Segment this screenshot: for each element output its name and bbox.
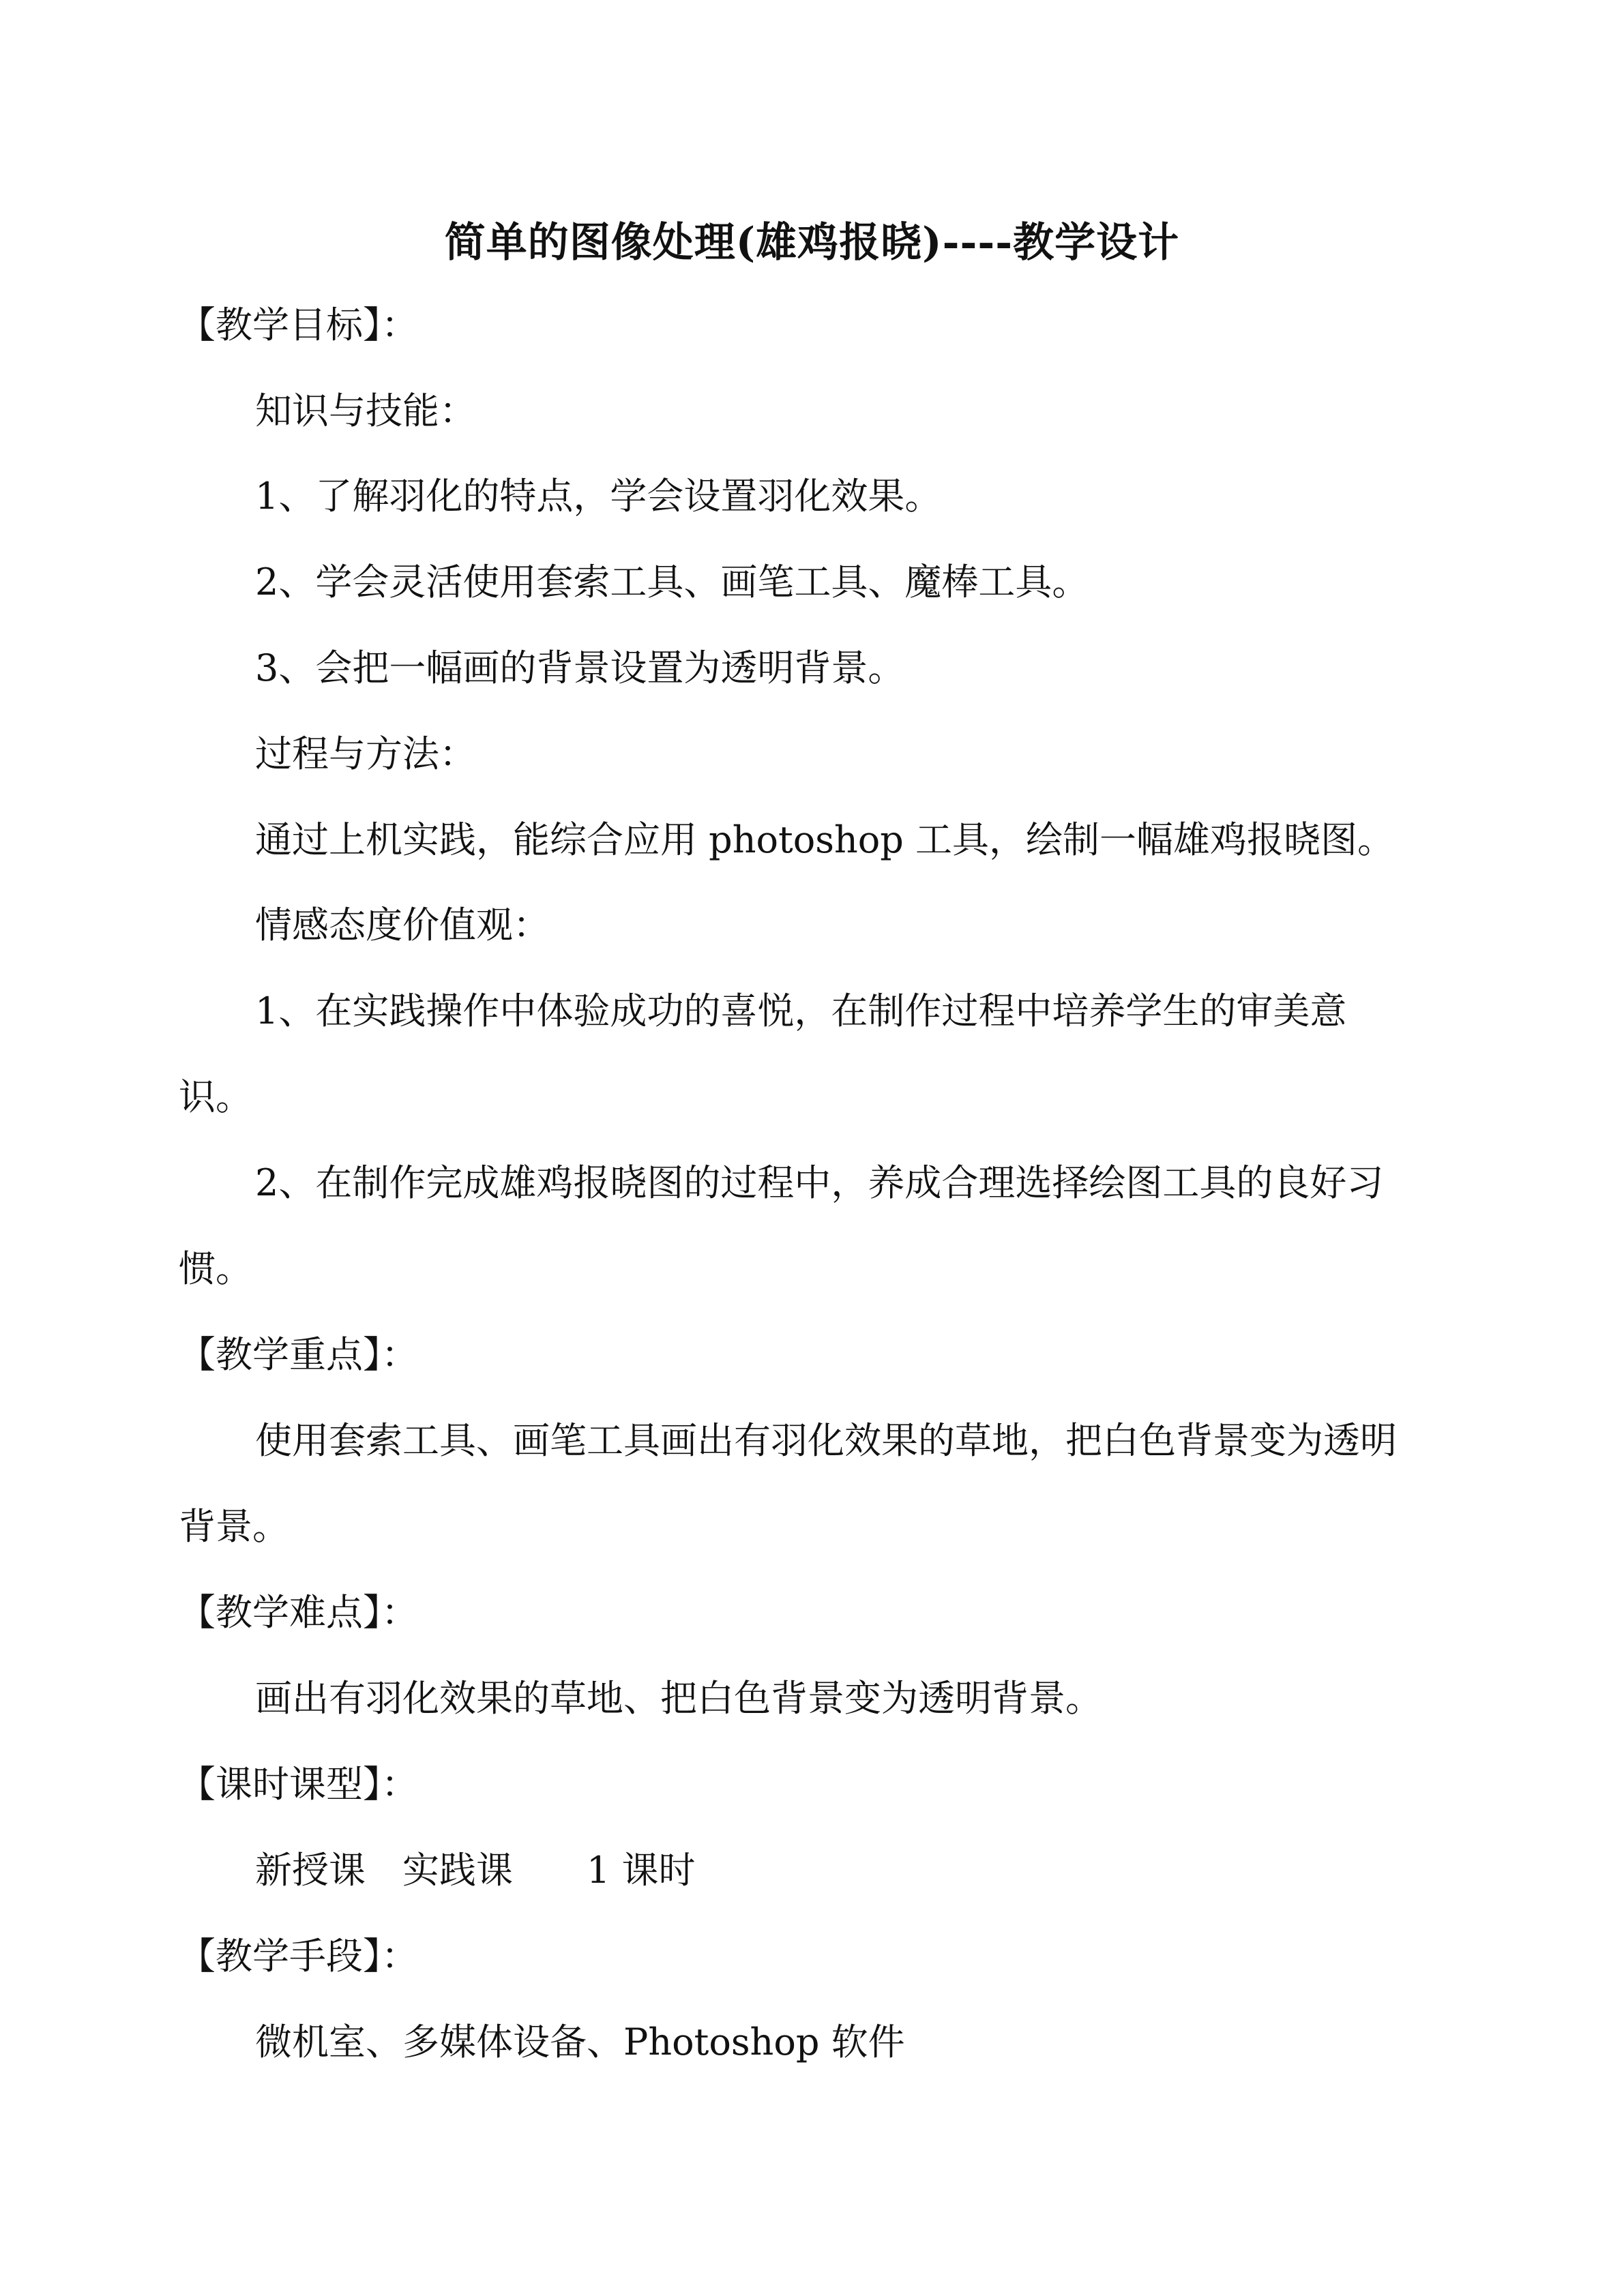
section-heading-difficulties: 【教学难点】： bbox=[179, 1591, 418, 1634]
emotion-label: 情感态度价值观： bbox=[255, 904, 550, 946]
process-text: 通过上机实践，能综合应用 photoshop 工具，绘制一幅雄鸡报晓图。 bbox=[255, 818, 1394, 861]
teaching-means-text: 微机室、多媒体设备、Photoshop 软件 bbox=[255, 2021, 905, 2063]
knowledge-item: 1、了解羽化的特点，学会设置羽化效果。 bbox=[255, 475, 942, 518]
knowledge-label: 知识与技能： bbox=[255, 389, 476, 432]
emotion-item: 2、在制作完成雄鸡报晓图的过程中，养成合理选择绘图工具的良好习 bbox=[255, 1161, 1384, 1204]
emotion-item: 1、在实践操作中体验成功的喜悦，在制作过程中培养学生的审美意 bbox=[255, 989, 1347, 1032]
emotion-item-continuation: 惯。 bbox=[179, 1247, 252, 1290]
process-label: 过程与方法： bbox=[255, 732, 476, 775]
section-heading-teaching-means: 【教学手段】： bbox=[179, 1935, 418, 1978]
section-heading-key-points: 【教学重点】： bbox=[179, 1333, 418, 1376]
lesson-type-text: 新授课 实践课 1 课时 bbox=[255, 1849, 696, 1892]
key-points-text: 使用套索工具、画笔工具画出有羽化效果的草地，把白色背景变为透明 bbox=[255, 1419, 1397, 1462]
key-points-text-continuation: 背景。 bbox=[179, 1505, 289, 1548]
knowledge-item: 2、学会灵活使用套索工具、画笔工具、魔棒工具。 bbox=[255, 561, 1089, 603]
emotion-item-continuation: 识。 bbox=[179, 1075, 252, 1118]
difficulties-text: 画出有羽化效果的草地、把白色背景变为透明背景。 bbox=[255, 1677, 1102, 1720]
section-heading-lesson-type: 【课时课型】： bbox=[179, 1763, 418, 1806]
section-heading-objectives: 【教学目标】： bbox=[179, 303, 418, 346]
document-title: 简单的图像处理(雄鸡报晓)----教学设计 bbox=[444, 219, 1180, 267]
knowledge-item: 3、会把一幅画的背景设置为透明背景。 bbox=[255, 646, 905, 689]
